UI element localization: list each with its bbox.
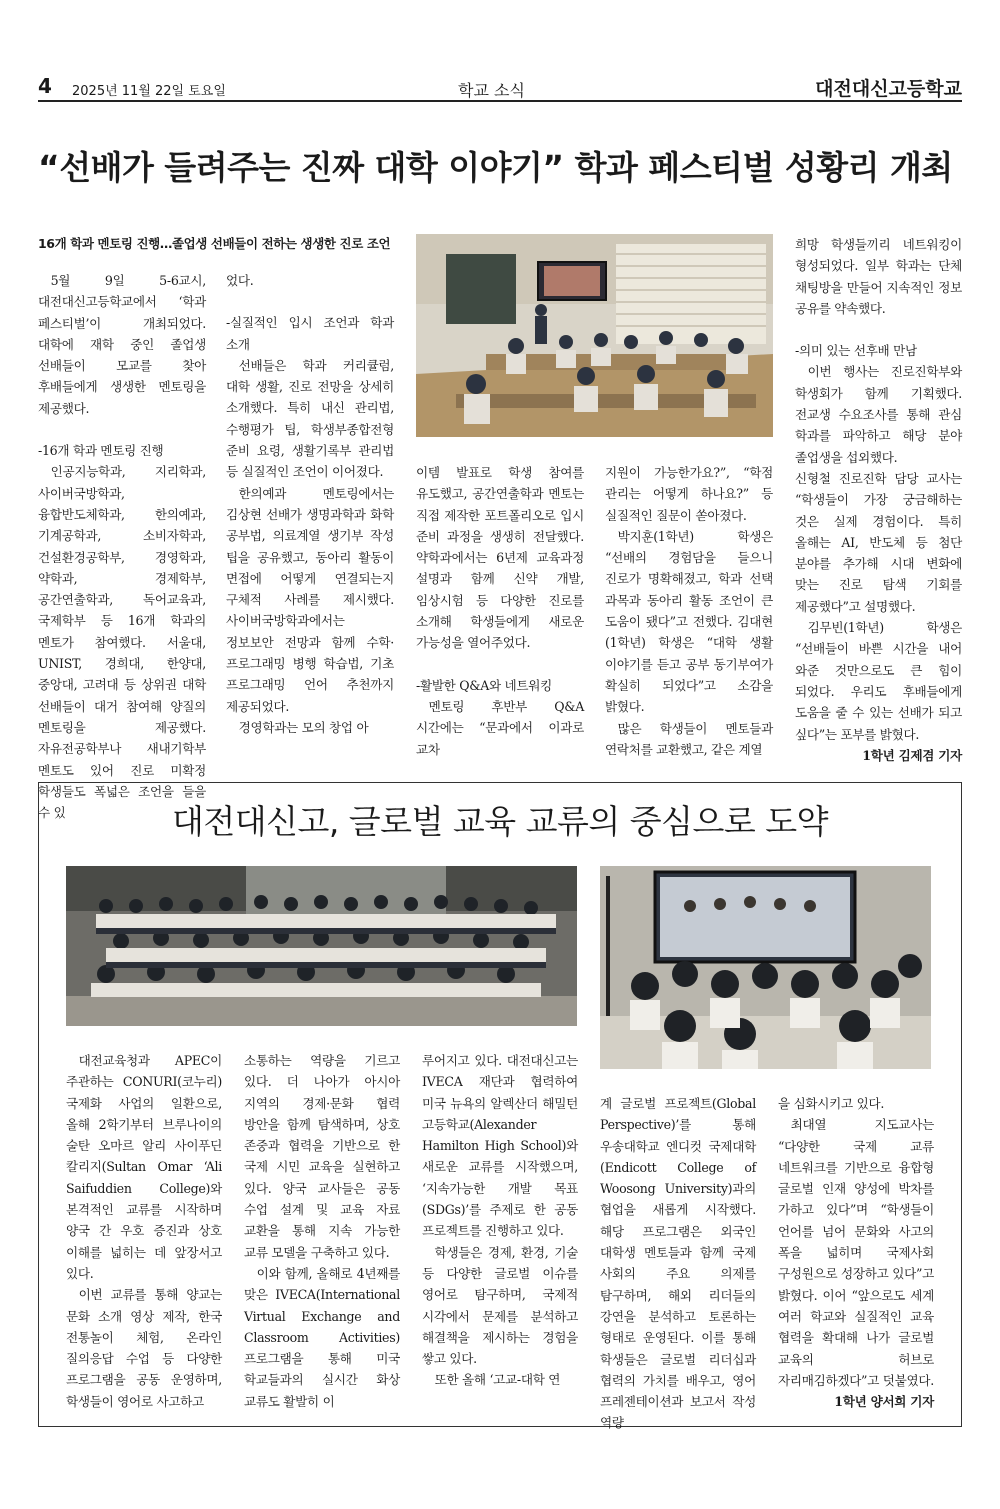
mentoring-classroom-photo bbox=[416, 234, 773, 437]
section-name: 학교 소식 bbox=[458, 81, 525, 100]
group-photo bbox=[66, 866, 577, 1026]
paragraph: 루어지고 있다. 대전대신고는 IVECA 재단과 협력하여 미국 뉴욕의 알렉산더 해밀턴 고등학교(Alexander Hamilton High School)와 새로운 교류를 시작했으며, ‘지속가능한 개발 목표(SDGs)’를 주제로 한 공동 프로젝트를 진행하고 있다. bbox=[422, 1053, 578, 1239]
paragraph: 계 글로벌 프로젝트(Global Perspective)’를 통해 우송대학교 엔디컷 국제대학(Endicott College of Woosong University)과의 협업을 새롭게 시작했다. 해당 프로그램은 외국인 대학생 멘토들과 함께 국제 사회의 주요 의제를 탐구하며, 해외 리더들의 강연을 분석하고 토론하는 형태로 운영된다. 이를 통해 학생들은 글로벌 리더십과 협력의 가치를 배우고, 영어 프레젠테이션과 보고서 작성 역량 bbox=[600, 1096, 756, 1431]
paragraph: 대전교육청과 APEC이 주관하는 CONURI(코누리) 국제화 사업의 일환으로, 올해 2학기부터 브루나이의 술탄 오마르 알리 사이푸딘 칼리지(Sultan Omar ‘Ali Saifuddien College)와 본격적인 교류를 시작하며 양국 간 우호 증진과 상호 이해를 넓히는 데 앞장서고 있다. bbox=[66, 1053, 222, 1281]
paragraph: 지원이 가능한가요?”, “학점 관리는 어떻게 하나요?” 등 실질적인 질문이 쏟아졌다. bbox=[605, 465, 773, 523]
paragraph: 이와 함께, 올해로 4년째를 맞은 IVECA(International Virtual Exchange and Classroom Activities) 프로그램을 통해 미국 학교들과의 실시간 화상 교류도 활발히 이 bbox=[244, 1265, 400, 1409]
paragraph: 한의예과 멘토링에서는 김상현 선배가 생명과학과 화학 공부법, 의료계열 생기부 작성 팁을 공유했고, 동아리 활동이 면접에 어떻게 연결되는지 구체적 사례를 제시했다. 사이버국방학과에서는 정보보안 전망과 함께 수학·프로그래밍 병행 학습법, 기초 프로그래밍 언어 추천까지 제공되었다. bbox=[226, 485, 394, 714]
paragraph: 인공지능학과, 지리학과, 사이버국방학과, 융합반도체학과, 한의예과, 기계공학과, 소비자학과, 건설환경공학부, 경영학과, 약학과, 경제학부, 공간연출학과, 독어교육과, 국제학부 등 16개 학과의 멘토가 참여했다. 서울대, UNIST, 경희대, 한양대, 중앙대, 고려대 등 상위권 대학 선배들이 대거 참여해 양질의 멘토링을 제공했다. 자유전공학부나 새내기학부 멘토도 있어 진로 미확정 학생들도 폭넓은 조언을 들을 수 있 bbox=[38, 464, 206, 821]
issue-date: 2025년 11월 22일 토요일 bbox=[72, 84, 226, 99]
paragraph: 이번 교류를 통해 양교는 문화 소개 영상 제작, 한국 전통놀이 체험, 온라인 질의응답 수업 등 다양한 프로그램을 공동 운영하며, 학생들이 영어로 사고하고 bbox=[66, 1287, 222, 1409]
article1-column-2 bbox=[226, 270, 394, 760]
article2-column-4 bbox=[600, 1093, 756, 1431]
section-subheading: -실질적인 입시 조언과 학과 소개 bbox=[226, 315, 394, 352]
section-subheading: -활발한 Q&A와 네트워킹 bbox=[416, 677, 553, 693]
article2-column-5 bbox=[778, 1093, 934, 1411]
article2-column-3 bbox=[422, 1050, 578, 1410]
paragraph: 학생들은 경제, 환경, 기술 등 다양한 글로벌 이슈를 영어로 탐구하며, 국제적 시각에서 문제를 분석하고 해결책을 제시하는 경험을 쌓고 있다. bbox=[422, 1244, 578, 1367]
paper-name: 대전대신고등학교 bbox=[815, 78, 962, 100]
article2-column-2 bbox=[244, 1050, 400, 1410]
paragraph: 신형철 진로진학 담당 교사는 “학생들이 가장 궁금해하는 것은 실제 경험이다. 특히 올해는 AI, 반도체 등 첨단 분야를 추가해 시대 변화에 맞는 진로 탐색 기회를 제공했다”고 설명했다. bbox=[795, 470, 962, 614]
paragraph: 이템 발표로 학생 참여를 유도했고, 공간연출학과 멘토는 직접 제작한 포트폴리오로 입시 준비 과정을 생생히 전달했다. 약학과에서는 6년제 교육과정 설명과 함께 신약 개발, 임상시험 등 다양한 진로를 소개해 학생들에게 새로운 가능성을 열어주었다. bbox=[416, 465, 584, 651]
paragraph: 많은 학생들이 멘토들과 연락처를 교환했고, 같은 계열 bbox=[605, 720, 773, 757]
paragraph: 5월 9일 5-6교시, 대전대신고등학교에서 ‘학과 페스티벌’이 개최되었다. 대학에 재학 중인 졸업생 선배들이 모교를 찾아 후배들에게 생생한 멘토링을 제공했다. bbox=[38, 273, 206, 416]
paragraph: 박지훈(1학년) 학생은 “선배의 경험담을 들으니 진로가 명확해졌고, 학과 선택 과목과 동아리 활동 조언이 큰 도움이 됐다”고 전했다. 김대현(1학년) 학생은 “대학 생활 이야기를 듣고 공부 동기부여가 확실히 되었다”고 소감을 밝혔다. bbox=[605, 528, 773, 715]
section-subheading: -의미 있는 선후배 만남 bbox=[795, 343, 917, 359]
paragraph: 소통하는 역량을 기르고 있다. 더 나아가 아시아 지역의 경제·문화 협력 방안을 함께 탐색하며, 상호 존중과 협력을 기반으로 한 국제 시민 교육을 실현하고 있다. 양국 교사들은 공동 수업 설계 및 교육 자료 교환을 통해 지속 가능한 교류 모델을 구축하고 있다. bbox=[244, 1053, 400, 1260]
paragraph: 선배들은 학과 커리큘럼, 대학 생활, 진로 전망을 상세히 소개했다. 특히 내신 관리법, 수행평가 팁, 학생부종합전형 준비 요령, 생활기록부 관리법 등 실질적인 조언이 이어졌다. bbox=[226, 357, 394, 480]
article1-column-5 bbox=[795, 234, 962, 764]
paragraph: 또한 올해 ‘고교-대학 연 bbox=[434, 1372, 561, 1388]
article1-byline: 1학년 김제겸 기자 bbox=[862, 747, 962, 763]
article1-column-1 bbox=[38, 270, 206, 821]
paragraph: 희망 학생들끼리 네트워킹이 형성되었다. 일부 학과는 단체 채팅방을 만들어 지속적인 정보 공유를 약속했다. bbox=[795, 237, 962, 316]
page-number: 4 bbox=[38, 74, 52, 98]
paragraph: 었다. bbox=[226, 273, 254, 288]
article1-subhead: 16개 학과 멘토링 진행…졸업생 선배들이 전하는 생생한 진로 조언 bbox=[38, 236, 391, 251]
article2-byline: 1학년 양서희 기자 bbox=[834, 1394, 934, 1410]
video-exchange-photo bbox=[600, 866, 931, 1069]
paragraph: 멘토링 후반부 Q&A 시간에는 “문과에서 이과로 교차 bbox=[416, 698, 584, 757]
article1-headline: “선배가 들려주는 진짜 대학 이야기” 학과 페스티벌 성황리 개최 bbox=[38, 148, 953, 187]
paragraph: 김무빈(1학년) 학생은 “선배들이 바쁜 시간을 내어 와준 것만으로도 큰 힘이 되었다. 우리도 후배들에게 도움을 줄 수 있는 선배가 되고 싶다”는 포부를 밝혔다. bbox=[795, 620, 962, 742]
article2-column-1 bbox=[66, 1050, 222, 1410]
paragraph: 최대열 지도교사는 “다양한 국제 교류 네트워크를 기반으로 융합형 글로벌 인재 양성에 박차를 가하고 있다”며 “학생들이 언어를 넘어 문화와 사고의 폭을 넓히며 국제사회 구성원으로 성장하고 있다”고 밝혔다. 이어 “앞으로도 세계 여러 학교와 실질적인 교육 협력을 확대해 나가 글로벌 교육의 허브로 자리매김하겠다”고 덧붙였다. bbox=[778, 1117, 934, 1388]
section-subheading: -16개 학과 멘토링 진행 bbox=[38, 443, 164, 459]
article1-column-3 bbox=[416, 462, 584, 762]
paragraph: 경영학과는 모의 창업 아 bbox=[238, 719, 369, 735]
paragraph: 을 심화시키고 있다. bbox=[778, 1096, 885, 1111]
article2-headline: 대전대신고, 글로벌 교육 교류의 중심으로 도약 bbox=[171, 802, 829, 841]
article1-column-4 bbox=[605, 462, 773, 762]
paragraph: 이번 행사는 진로진학부와 학생회가 함께 기획했다. 전교생 수요조사를 통해 관심 학과를 파악하고 해당 분야 졸업생을 섭외했다. bbox=[795, 364, 962, 465]
page-header bbox=[38, 74, 962, 102]
